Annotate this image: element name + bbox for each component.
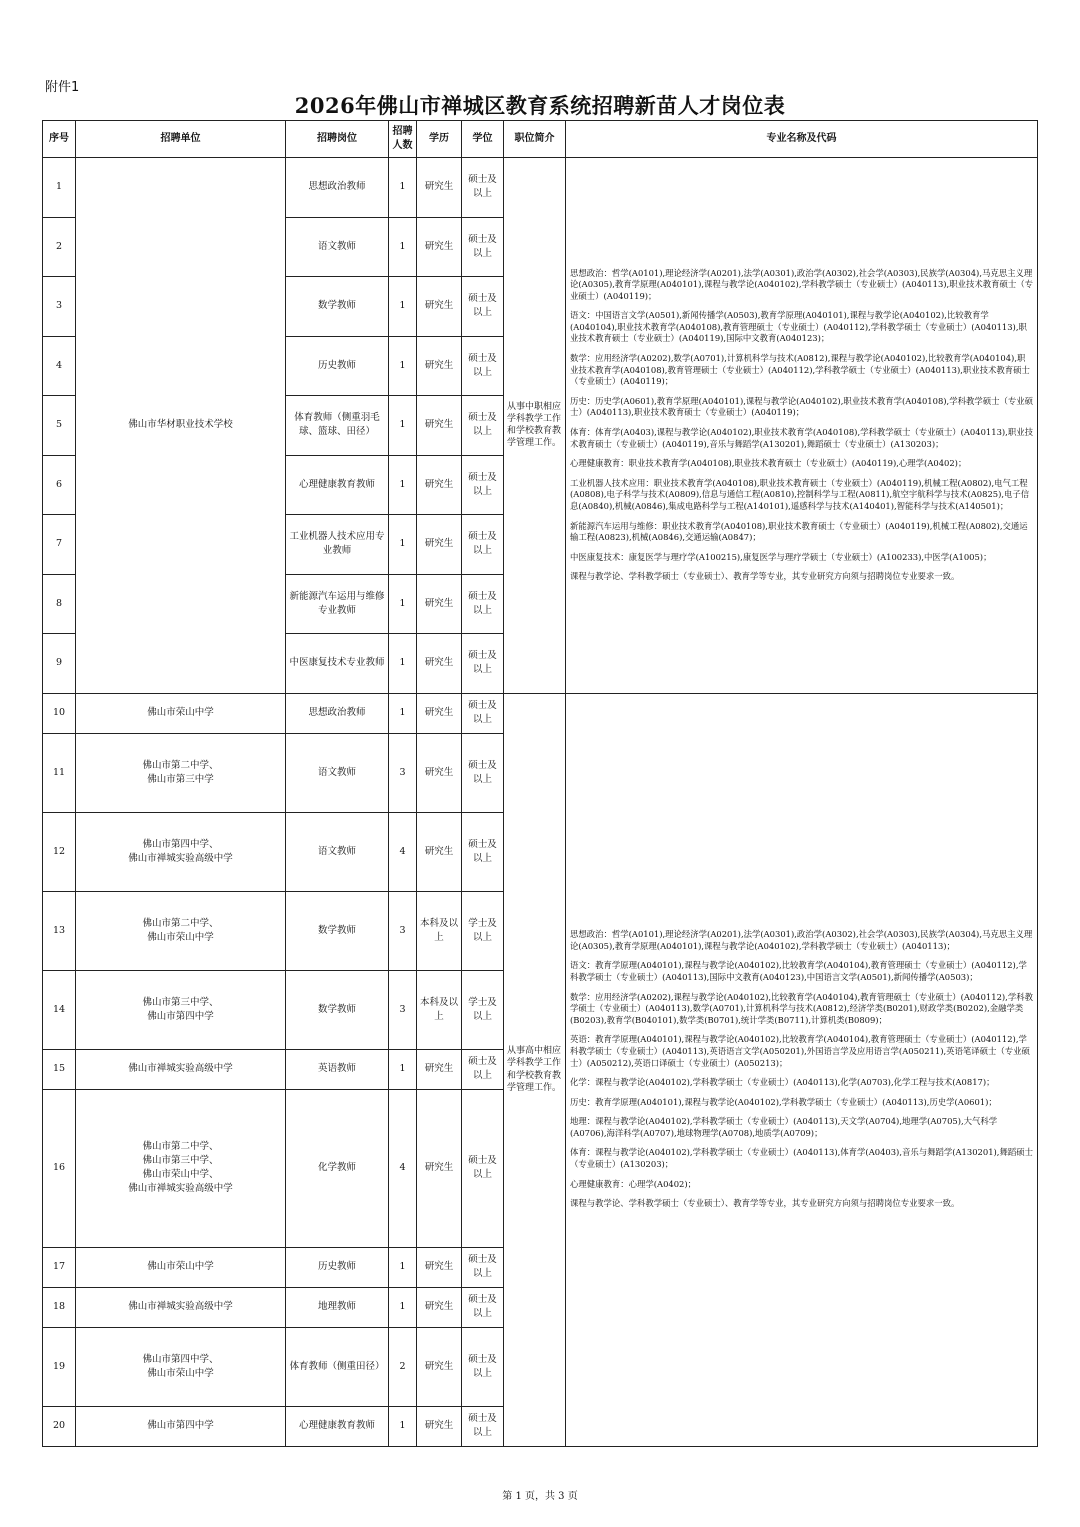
row-post: 中医康复技术专业教师 xyxy=(286,634,389,694)
row-unit: 佛山市第三中学、 佛山市第四中学 xyxy=(76,970,286,1049)
header-seq: 序号 xyxy=(43,121,76,158)
row-post: 语文教师 xyxy=(286,812,389,891)
row-count: 1 xyxy=(389,1406,417,1446)
row-degree: 硕士及以上 xyxy=(462,1049,504,1089)
row-count: 1 xyxy=(389,336,417,396)
row-seq: 3 xyxy=(43,277,76,337)
row-post: 语文教师 xyxy=(286,733,389,812)
row-count: 1 xyxy=(389,1287,417,1327)
row-seq: 15 xyxy=(43,1049,76,1089)
row-seq: 16 xyxy=(43,1089,76,1247)
row-education: 研究生 xyxy=(417,217,462,277)
major-paragraph: 中医康复技术：康复医学与理疗学(A100215),康复医学与理疗学硕士（专业硕士）(A100233),中医学(A1005)； xyxy=(570,551,992,562)
row-degree: 硕士及以上 xyxy=(462,336,504,396)
major-paragraph: 心理健康教育：心理学(A0402)； xyxy=(570,1178,697,1189)
recruitment-table xyxy=(42,120,1038,1447)
attachment-label: 附件1 xyxy=(45,80,80,95)
major-paragraph: 体育：体育学(A0403),课程与教学论(A040102),职业技术教育学(A040108),学科教学硕士（专业硕士）(A040113),职业技术教育硕士（专业硕士）(A040119),音乐与舞蹈学(A130201),舞蹈硕士（专业硕士）(A130203)； xyxy=(570,427,1033,449)
row-count: 1 xyxy=(389,396,417,456)
row-post: 心理健康教育教师 xyxy=(286,455,389,515)
row-post: 思想政治教师 xyxy=(286,158,389,218)
row-degree: 硕士及以上 xyxy=(462,1287,504,1327)
row-post: 数学教师 xyxy=(286,970,389,1049)
table-row xyxy=(43,158,1038,218)
row-post: 化学教师 xyxy=(286,1089,389,1247)
major-paragraph: 工业机器人技术应用：职业技术教育学(A040108),职业技术教育硕士（专业硕士）(A040119),机械工程(A0802),电气工程(A0808),电子科学与技术(A0809),信息与通信工程(A0810),控制科学与工程(A0811),航空宇航科学与技术(A0825),电子信息(A0840),机械(A0846),集成电路科学与工程(A140101),遥感科学与技术(A140401),智能科学与技术(A140501)； xyxy=(570,477,1030,512)
major-paragraph: 化学：课程与教学论(A040102),学科教学硕士（专业硕士）(A040113),化学(A0703),化学工程与技术(A0817)； xyxy=(570,1077,995,1088)
row-education: 研究生 xyxy=(417,634,462,694)
header-degree: 学位 xyxy=(462,121,504,158)
row-seq: 17 xyxy=(43,1247,76,1287)
row-unit: 佛山市第四中学、 佛山市禅城实验高级中学 xyxy=(76,812,286,891)
row-education: 研究生 xyxy=(417,1287,462,1327)
major-paragraph: 数学：应用经济学(A0202),数学(A0701),计算机科学与技术(A0812),课程与教学论(A040102),比较教育学(A040104),职业技术教育学(A040108),教育管理硕士（专业硕士）(A040112),学科教学硕士（专业硕士）(A040113),职业技术教育硕士（专业硕士）(A040119)； xyxy=(570,353,1030,387)
header-majors: 专业名称及代码 xyxy=(566,121,1038,158)
row-unit: 佛山市华材职业技术学校 xyxy=(76,158,286,694)
major-paragraph: 历史：教育学原理(A040101),课程与教学论(A040102),学科教学硕士（专业硕士）(A040113),历史学(A0601)； xyxy=(570,1096,997,1107)
row-degree: 硕士及以上 xyxy=(462,812,504,891)
row-degree: 硕士及以上 xyxy=(462,574,504,634)
major-paragraph: 体育：课程与教学论(A040102),学科教学硕士（专业硕士）(A040113),体育学(A0403),音乐与舞蹈学(A130201),舞蹈硕士（专业硕士）(A130203)； xyxy=(570,1147,1033,1170)
row-count: 1 xyxy=(389,1247,417,1287)
row-degree: 硕士及以上 xyxy=(462,1247,504,1287)
row-education: 研究生 xyxy=(417,1406,462,1446)
row-count: 1 xyxy=(389,574,417,634)
row-unit: 佛山市第二中学、 佛山市第三中学 xyxy=(76,733,286,812)
row-education: 研究生 xyxy=(417,1327,462,1406)
row-count: 1 xyxy=(389,1049,417,1089)
page-title: 2026年佛山市禅城区教育系统招聘新苗人才岗位表 xyxy=(294,93,786,118)
row-degree: 学士及以上 xyxy=(462,891,504,970)
row-seq: 14 xyxy=(43,970,76,1049)
row-unit: 佛山市第四中学、 佛山市荣山中学 xyxy=(76,1327,286,1406)
row-post: 体育教师（侧重羽毛球、篮球、田径） xyxy=(286,396,389,456)
row-seq: 20 xyxy=(43,1406,76,1446)
row-unit: 佛山市禅城实验高级中学 xyxy=(76,1049,286,1089)
major-paragraph: 课程与教学论、学科教学硕士（专业硕士）、教育学等专业，其专业研究方向须与招聘岗位专业要求一致。 xyxy=(570,571,960,582)
header-count: 招聘人数 xyxy=(389,121,417,158)
row-post: 英语教师 xyxy=(286,1049,389,1089)
major-paragraph: 数学：应用经济学(A0202),课程与教学论(A040102),比较教育学(A040104),教育管理硕士（专业硕士）(A040112),学科教学硕士（专业硕士）(A040113),数学(A0701),计算机科学与技术(A0812),经济学类(B0201),财政学类(B0202),金融学类(B0203),教育学(B040101),数学类(B0701),统计学类(B0711),计算机类(B0809)； xyxy=(570,991,1033,1025)
header-education: 学历 xyxy=(417,121,462,158)
row-degree: 硕士及以上 xyxy=(462,1406,504,1446)
row-degree: 硕士及以上 xyxy=(462,634,504,694)
table-header-row xyxy=(43,121,1038,158)
row-degree: 硕士及以上 xyxy=(462,693,504,733)
row-post: 历史教师 xyxy=(286,1247,389,1287)
row-unit: 佛山市第二中学、 佛山市第三中学、 佛山市荣山中学、 佛山市禅城实验高级中学 xyxy=(76,1089,286,1247)
header-unit: 招聘单位 xyxy=(76,121,286,158)
row-education: 研究生 xyxy=(417,693,462,733)
row-post: 数学教师 xyxy=(286,891,389,970)
row-count: 1 xyxy=(389,634,417,694)
row-education: 研究生 xyxy=(417,1049,462,1089)
row-education: 研究生 xyxy=(417,277,462,337)
row-degree: 硕士及以上 xyxy=(462,158,504,218)
row-brief: 从事中职相应学科教学工作和学校教育教学管理工作。 xyxy=(504,158,566,694)
table-body xyxy=(43,158,1038,1447)
row-seq: 4 xyxy=(43,336,76,396)
row-post: 地理教师 xyxy=(286,1287,389,1327)
row-education: 研究生 xyxy=(417,733,462,812)
row-post: 体育教师（侧重田径） xyxy=(286,1327,389,1406)
row-seq: 18 xyxy=(43,1287,76,1327)
row-education: 研究生 xyxy=(417,515,462,575)
row-degree: 硕士及以上 xyxy=(462,733,504,812)
row-count: 4 xyxy=(389,1089,417,1247)
major-paragraph: 语文：教育学原理(A040101),课程与教学论(A040102),比较教育学(A040104),教育管理硕士（专业硕士）(A040112),学科教学硕士（专业硕士）(A040113),国际中文教育(A040123),中国语言文学(A0501),新闻传播学(A0503)； xyxy=(570,960,1027,982)
major-paragraph: 语文：中国语言文学(A0501),新闻传播学(A0503),教育学原理(A040101),课程与教学论(A040102),比较教育学(A040104),职业技术教育学(A040108),教育管理硕士（专业硕士）(A040112),学科教学硕士（专业硕士）(A040113),职业技术教育硕士（专业硕士）(A040119),国际中文教育(A040123)； xyxy=(570,310,1027,344)
row-education: 研究生 xyxy=(417,396,462,456)
row-post: 历史教师 xyxy=(286,336,389,396)
row-unit: 佛山市第二中学、 佛山市荣山中学 xyxy=(76,891,286,970)
row-count: 4 xyxy=(389,812,417,891)
row-seq: 10 xyxy=(43,693,76,733)
row-unit: 佛山市荣山中学 xyxy=(76,693,286,733)
row-education: 研究生 xyxy=(417,1089,462,1247)
row-post: 心理健康教育教师 xyxy=(286,1406,389,1446)
row-degree: 硕士及以上 xyxy=(462,217,504,277)
row-degree: 学士及以上 xyxy=(462,970,504,1049)
row-education: 研究生 xyxy=(417,455,462,515)
row-seq: 8 xyxy=(43,574,76,634)
row-degree: 硕士及以上 xyxy=(462,1089,504,1247)
row-brief: 从事高中相应学科教学工作和学校教育教学管理工作。 xyxy=(504,693,566,1446)
row-count: 1 xyxy=(389,158,417,218)
row-degree: 硕士及以上 xyxy=(462,1327,504,1406)
row-count: 1 xyxy=(389,217,417,277)
row-unit: 佛山市第四中学 xyxy=(76,1406,286,1446)
major-paragraph: 课程与教学论、学科教学硕士（专业硕士）、教育学等专业，其专业研究方向须与招聘岗位专业要求一致。 xyxy=(570,1198,960,1209)
row-count: 1 xyxy=(389,693,417,733)
major-paragraph: 新能源汽车运用与维修：职业技术教育学(A040108),职业技术教育硕士（专业硕士）(A040119),机械工程(A0802),交通运输工程(A0823),机械(A0846),交通运输(A0847)； xyxy=(570,520,1028,543)
major-requirements xyxy=(566,158,1038,694)
header-post: 招聘岗位 xyxy=(286,121,389,158)
row-post: 工业机器人技术应用专业教师 xyxy=(286,515,389,575)
row-seq: 19 xyxy=(43,1327,76,1406)
row-degree: 硕士及以上 xyxy=(462,515,504,575)
row-count: 1 xyxy=(389,455,417,515)
row-seq: 7 xyxy=(43,515,76,575)
row-unit: 佛山市禅城实验高级中学 xyxy=(76,1287,286,1327)
row-degree: 硕士及以上 xyxy=(462,396,504,456)
page-footer: 第 1 页，共 3 页 xyxy=(502,1491,578,1502)
row-count: 1 xyxy=(389,277,417,337)
row-count: 1 xyxy=(389,515,417,575)
row-education: 研究生 xyxy=(417,574,462,634)
row-unit: 佛山市荣山中学 xyxy=(76,1247,286,1287)
row-seq: 9 xyxy=(43,634,76,694)
row-seq: 13 xyxy=(43,891,76,970)
row-education: 研究生 xyxy=(417,812,462,891)
row-seq: 1 xyxy=(43,158,76,218)
row-count: 3 xyxy=(389,733,417,812)
row-education: 研究生 xyxy=(417,1247,462,1287)
row-education: 本科及以上 xyxy=(417,891,462,970)
row-count: 3 xyxy=(389,970,417,1049)
table-row xyxy=(43,693,1038,733)
major-paragraph: 思想政治：哲学(A0101),理论经济学(A0201),法学(A0301),政治学(A0302),社会学(A0303),民族学(A0304),马克思主义理论(A0305),教育学原理(A040101),课程与教学论(A040102),学科教学硕士（专业硕士）(A040113),职业技术教育硕士（专业硕士）(A040119)； xyxy=(570,267,1033,301)
major-paragraph: 心理健康教育：职业技术教育学(A040108),职业技术教育硕士（专业硕士）(A040119),心理学(A0402)； xyxy=(570,458,967,469)
row-education: 本科及以上 xyxy=(417,970,462,1049)
major-paragraph: 地理：课程与教学论(A040102),学科教学硕士（专业硕士）(A040113),天文学(A0704),地理学(A0705),大气科学(A0706),海洋科学(A0707),地球物理学(A0708),地质学(A0709)； xyxy=(570,1116,998,1138)
row-post: 语文教师 xyxy=(286,217,389,277)
row-education: 研究生 xyxy=(417,158,462,218)
major-requirements xyxy=(566,693,1038,1446)
major-paragraph: 历史：历史学(A0601),教育学原理(A040101),课程与教学论(A040102),职业技术教育学(A040108),学科教学硕士（专业硕士）(A040113),职业技术教育硕士（专业硕士）(A040119)； xyxy=(570,395,1033,418)
row-seq: 12 xyxy=(43,812,76,891)
row-post: 新能源汽车运用与维修专业教师 xyxy=(286,574,389,634)
major-paragraph: 英语：教育学原理(A040101),课程与教学论(A040102),比较教育学(A040104),教育管理硕士（专业硕士）(A040112),学科教学硕士（专业硕士）(A040113),英语语言文学(A050201),外国语言学及应用语言学(A050211),英语笔译硕士（专业硕士）(A050212),英语口译硕士（专业硕士）(A050213)； xyxy=(570,1034,1030,1068)
header-brief: 职位简介 xyxy=(504,121,566,158)
major-paragraph: 思想政治：哲学(A0101),理论经济学(A0201),法学(A0301),政治学(A0302),社会学(A0303),民族学(A0304),马克思主义理论(A0305),教育学原理(A040101),课程与教学论(A040102),学科教学硕士（专业硕士）(A040113)； xyxy=(570,929,1033,951)
row-education: 研究生 xyxy=(417,336,462,396)
row-post: 思想政治教师 xyxy=(286,693,389,733)
row-degree: 硕士及以上 xyxy=(462,277,504,337)
row-count: 3 xyxy=(389,891,417,970)
row-degree: 硕士及以上 xyxy=(462,455,504,515)
row-seq: 11 xyxy=(43,733,76,812)
row-post: 数学教师 xyxy=(286,277,389,337)
row-count: 2 xyxy=(389,1327,417,1406)
row-seq: 5 xyxy=(43,396,76,456)
row-seq: 2 xyxy=(43,217,76,277)
row-seq: 6 xyxy=(43,455,76,515)
